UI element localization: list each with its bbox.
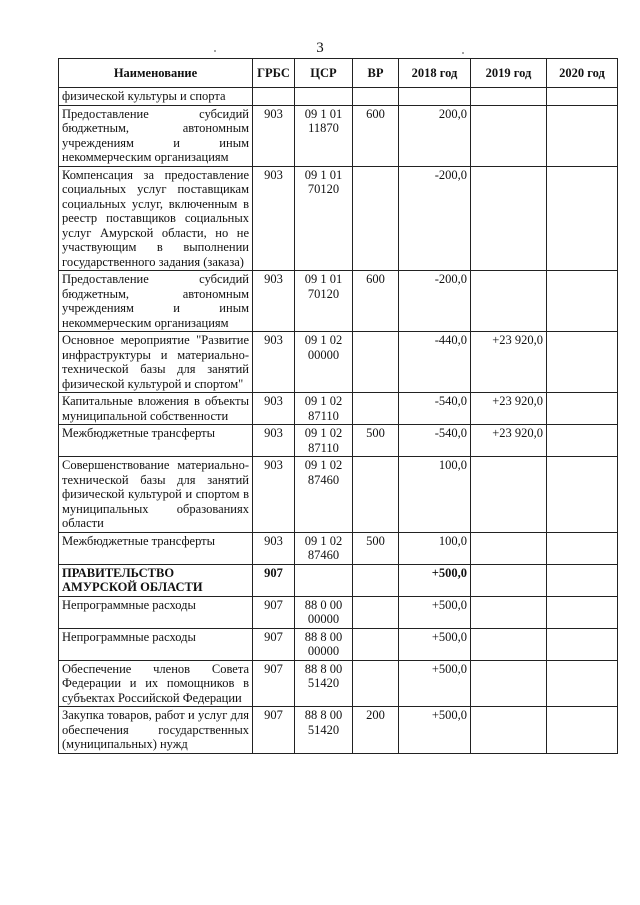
table-row: [59, 660, 618, 707]
cell-grbs: 903: [253, 166, 295, 271]
cell-vr: 600: [353, 105, 399, 166]
table-row: [59, 707, 618, 754]
table-row: [59, 564, 618, 596]
table-row: [59, 271, 618, 332]
cell-2018: 100,0: [399, 532, 471, 564]
cell-2019: [471, 457, 547, 533]
cell-vr: [353, 88, 399, 106]
cell-vr: [353, 393, 399, 425]
cell-vr: [353, 596, 399, 628]
cell-2018: +500,0: [399, 596, 471, 628]
cell-2018: 200,0: [399, 105, 471, 166]
header-2020: 2020 год: [547, 59, 618, 88]
cell-2018: [399, 88, 471, 106]
header-2018: 2018 год: [399, 59, 471, 88]
cell-name: Капитальные вложения в объекты муниципальной собственности: [59, 393, 253, 425]
cell-vr: 500: [353, 532, 399, 564]
cell-vr: 600: [353, 271, 399, 332]
cell-2018: +500,0: [399, 660, 471, 707]
cell-csr: 88 0 00 00000: [295, 596, 353, 628]
cell-grbs: 903: [253, 271, 295, 332]
cell-name: Основное мероприятие "Развитие инфраструктуры и материально-технической базы для занятий физической культурой и спортом": [59, 332, 253, 393]
cell-2020: [547, 166, 618, 271]
cell-2020: [547, 425, 618, 457]
cell-csr: 88 8 00 00000: [295, 628, 353, 660]
cell-csr: 09 1 02 87460: [295, 457, 353, 533]
table-row: [59, 166, 618, 271]
cell-2020: [547, 271, 618, 332]
cell-2019: [471, 105, 547, 166]
scan-speck: [214, 50, 216, 52]
cell-csr: [295, 564, 353, 596]
cell-name: физической культуры и спорта: [59, 88, 253, 106]
cell-vr: [353, 166, 399, 271]
cell-2020: [547, 707, 618, 754]
cell-name: Компенсация за предоставление социальных услуг поставщикам социальных услуг, включенным в реестр поставщиков социальных услуг Амурской области, но не участвующим в выполнении государственного задания (заказа): [59, 166, 253, 271]
cell-csr: 88 8 00 51420: [295, 660, 353, 707]
cell-2018: +500,0: [399, 707, 471, 754]
cell-grbs: 907: [253, 628, 295, 660]
scan-speck: [462, 52, 464, 54]
cell-grbs: 907: [253, 707, 295, 754]
cell-name: ПРАВИТЕЛЬСТВО АМУРСКОЙ ОБЛАСТИ: [59, 564, 253, 596]
cell-grbs: 907: [253, 596, 295, 628]
cell-2018: -440,0: [399, 332, 471, 393]
table-header-row: [59, 59, 618, 88]
cell-name: Закупка товаров, работ и услуг для обеспечения государственных (муниципальных) нужд: [59, 707, 253, 754]
cell-2019: [471, 628, 547, 660]
table-row: [59, 457, 618, 533]
cell-2019: [471, 596, 547, 628]
cell-name: Межбюджетные трансферты: [59, 425, 253, 457]
cell-2019: +23 920,0: [471, 425, 547, 457]
cell-csr: 09 1 02 87460: [295, 532, 353, 564]
cell-2019: [471, 707, 547, 754]
header-grbs: ГРБС: [253, 59, 295, 88]
cell-grbs: 903: [253, 425, 295, 457]
cell-2020: [547, 457, 618, 533]
cell-vr: [353, 457, 399, 533]
cell-grbs: 903: [253, 393, 295, 425]
cell-2020: [547, 564, 618, 596]
cell-2019: [471, 271, 547, 332]
cell-csr: 09 1 01 11870: [295, 105, 353, 166]
cell-grbs: 903: [253, 105, 295, 166]
cell-2018: -200,0: [399, 271, 471, 332]
cell-2018: -540,0: [399, 393, 471, 425]
cell-2019: [471, 532, 547, 564]
cell-vr: [353, 332, 399, 393]
table-row: [59, 393, 618, 425]
cell-name: Обеспечение членов Совета Федерации и их помощников в субъектах Российской Федерации: [59, 660, 253, 707]
cell-csr: [295, 88, 353, 106]
cell-2020: [547, 596, 618, 628]
cell-name: Совершенствование материально-технической базы для занятий физической культурой и спортом в муниципальных образованиях области: [59, 457, 253, 533]
cell-2019: [471, 564, 547, 596]
table-row: [59, 425, 618, 457]
table-row: [59, 332, 618, 393]
cell-grbs: [253, 88, 295, 106]
cell-2018: 100,0: [399, 457, 471, 533]
cell-2020: [547, 332, 618, 393]
table-row: [59, 628, 618, 660]
cell-2019: [471, 660, 547, 707]
cell-csr: 09 1 01 70120: [295, 166, 353, 271]
cell-name: Межбюджетные трансферты: [59, 532, 253, 564]
cell-2018: +500,0: [399, 564, 471, 596]
cell-2018: +500,0: [399, 628, 471, 660]
header-name: Наименование: [59, 59, 253, 88]
cell-vr: [353, 564, 399, 596]
cell-csr: 09 1 01 70120: [295, 271, 353, 332]
cell-csr: 09 1 02 87110: [295, 393, 353, 425]
cell-name: Непрограммные расходы: [59, 596, 253, 628]
cell-2020: [547, 532, 618, 564]
cell-2020: [547, 393, 618, 425]
cell-2019: [471, 166, 547, 271]
cell-2020: [547, 628, 618, 660]
cell-2019: +23 920,0: [471, 393, 547, 425]
cell-csr: 09 1 02 87110: [295, 425, 353, 457]
table-row: [59, 88, 618, 106]
cell-vr: [353, 628, 399, 660]
table-body: [59, 88, 618, 754]
cell-2019: [471, 88, 547, 106]
cell-name: Непрограммные расходы: [59, 628, 253, 660]
cell-2020: [547, 105, 618, 166]
table-row: [59, 596, 618, 628]
cell-vr: 500: [353, 425, 399, 457]
cell-csr: 88 8 00 51420: [295, 707, 353, 754]
budget-table: [58, 58, 618, 754]
cell-name: Предоставление субсидий бюджетным, автономным учреждениям и иным некоммерческим организациям: [59, 271, 253, 332]
cell-grbs: 903: [253, 332, 295, 393]
header-vr: ВР: [353, 59, 399, 88]
table-row: [59, 532, 618, 564]
cell-grbs: 907: [253, 660, 295, 707]
cell-2020: [547, 88, 618, 106]
cell-grbs: 903: [253, 457, 295, 533]
cell-vr: [353, 660, 399, 707]
cell-2020: [547, 660, 618, 707]
cell-csr: 09 1 02 00000: [295, 332, 353, 393]
cell-name: Предоставление субсидий бюджетным, автономным учреждениям и иным некоммерческим организациям: [59, 105, 253, 166]
header-csr: ЦСР: [295, 59, 353, 88]
header-2019: 2019 год: [471, 59, 547, 88]
cell-2018: -540,0: [399, 425, 471, 457]
cell-grbs: 903: [253, 532, 295, 564]
page-number: 3: [316, 40, 324, 56]
cell-vr: 200: [353, 707, 399, 754]
cell-grbs: 907: [253, 564, 295, 596]
cell-2018: -200,0: [399, 166, 471, 271]
cell-2019: +23 920,0: [471, 332, 547, 393]
table-row: [59, 105, 618, 166]
